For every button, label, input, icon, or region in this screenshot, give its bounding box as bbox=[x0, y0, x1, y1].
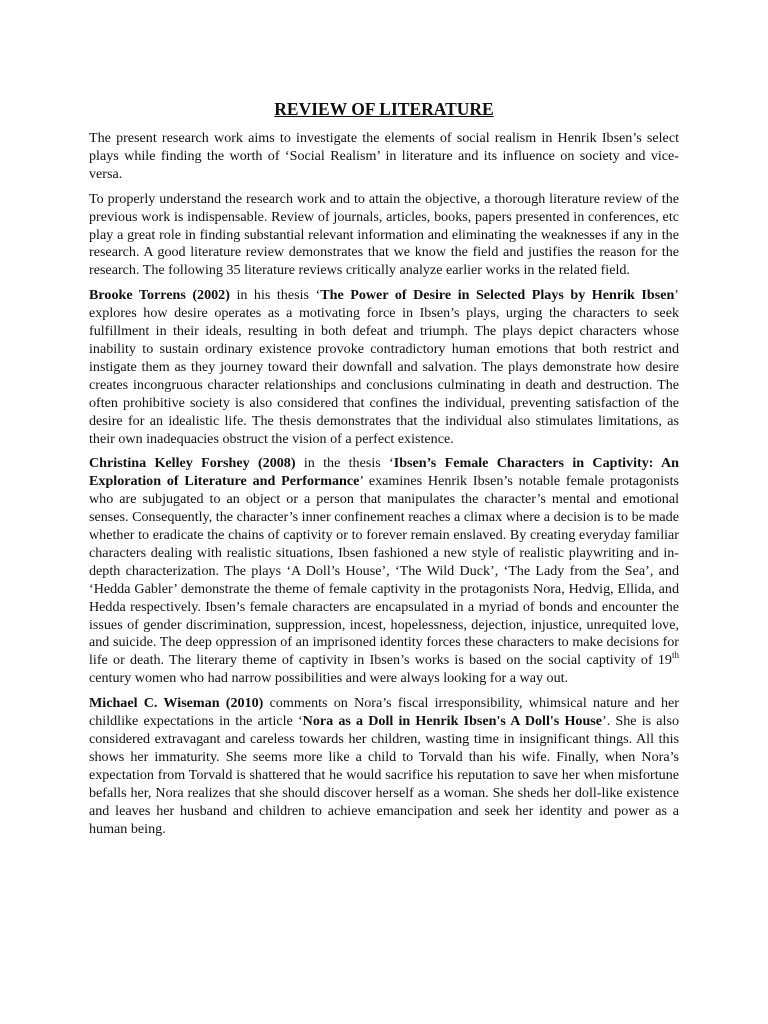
review-author: Michael C. Wiseman (2010) bbox=[89, 695, 264, 712]
review-work-title: Nora as a Doll in Henrik Ibsen's A Doll's House bbox=[302, 713, 603, 730]
review-body: ’ explores how desire operates as a motivating force in Ibsen’s plays, urging the characters to seek fulfillment in their ideals, resulting in both defeat and triumph. The plays depict characters whose inability to sustain ordinary existence provoke contradictory human emotions that both restrict and instigate them as they journey toward their downfall and salvation. The plays demonstrate how desire creates incongruous character relationships and conclusions culminating in death and destruction. The often prohibitive society is also considered that confines the individual, preventing satisfaction of the desire for an idealistic life. The thesis demonstrates that the individual also stimulates limitations, as their own inadequacies obstruct the vision of a perfect existence. bbox=[89, 287, 679, 447]
review-author: Christina Kelley Forshey (2008) bbox=[89, 455, 296, 472]
review-body: ’ examines Henrik Ibsen’s notable female protagonists who are subjugated to an object or a person that manipulates the character’s mental and emotional senses. Consequently, the character’s inner confinement reaches a climax where a decision is to be made whether to eradicate the chains of captivity or to forever remain enslaved. By creating everyday familiar characters dealing with realistic situations, Ibsen fashioned a new style of realistic playwriting and in-depth characterization. The plays ‘A Doll’s House’, ‘The Wild Duck’, ‘The Lady from the Sea’, and ‘Hedda Gabler’ demonstrate the theme of female captivity in the protagonists Nora, Hedvig, Ellida, and Hedda respectively. Ibsen’s female characters are encapsulated in a myriad of bonds and encounter the issues of gender discrimination, suppression, incest, hopelessness, dejection, injustice, unrequited love, and suicide. The deep oppression of an imprisoned identity forces these characters to make decisions for life or death. The literary theme of captivity in Ibsen’s works is based on the social captivity of 19 bbox=[89, 473, 679, 669]
page-title: REVIEW OF LITERATURE bbox=[274, 99, 494, 119]
review-lead: in his thesis ‘ bbox=[229, 287, 321, 304]
document-page bbox=[89, 98, 679, 845]
review-tail: century women who had narrow possibilities and were always looking for a way out. bbox=[89, 670, 569, 687]
method-text: To properly understand the research work and to attain the objective, a thorough literature review of the previous work is indispensable. Review of journals, articles, books, papers presented in conferences, etc play a great role in finding substantial relevant information and eliminating the weaknesses if any in the research. A good literature review demonstrates that we know the field and justifies the reason for the research. The following 35 literature reviews critically analyze earlier works in the related field. bbox=[89, 190, 679, 279]
review-work-title: The Power of Desire in Selected Plays by Henrik Ibsen bbox=[320, 287, 675, 304]
method-paragraph bbox=[89, 191, 679, 281]
superscript: th bbox=[671, 650, 679, 661]
review-lead: in the thesis ‘ bbox=[295, 455, 394, 472]
review-work-title: Ibsen’s Female Characters in Captivity: An Exploration of Literature and Performance bbox=[89, 455, 679, 490]
review-forshey bbox=[89, 455, 679, 688]
intro-text: The present research work aims to investigate the elements of social realism in Henrik Ibsen’s select plays while finding the worth of ‘Social Realism’ in literature and its influence on society and vice-versa. bbox=[89, 130, 679, 182]
review-author: Brooke Torrens (2002) bbox=[89, 287, 230, 304]
intro-paragraph bbox=[89, 130, 679, 184]
review-body: ’. She is also considered extravagant and careless towards her children, wasting time in insignificant things. All this shows her immaturity. She seems more like a child to Torvald than his wife. Finally, when Nora’s expectation from Torvald is shattered that he would sacrifice his reputation to save her when misfortune befalls her, Nora realizes that she should discover herself as a woman. She sheds her doll-like existence and leaves her husband and children to achieve emancipation and seek her identity and power as a human being. bbox=[89, 713, 679, 837]
review-torrens bbox=[89, 287, 679, 448]
review-wiseman bbox=[89, 695, 679, 838]
review-lead: comments on Nora’s fiscal irresponsibility, whimsical nature and her childlike expectations in the article ‘ bbox=[89, 695, 679, 730]
